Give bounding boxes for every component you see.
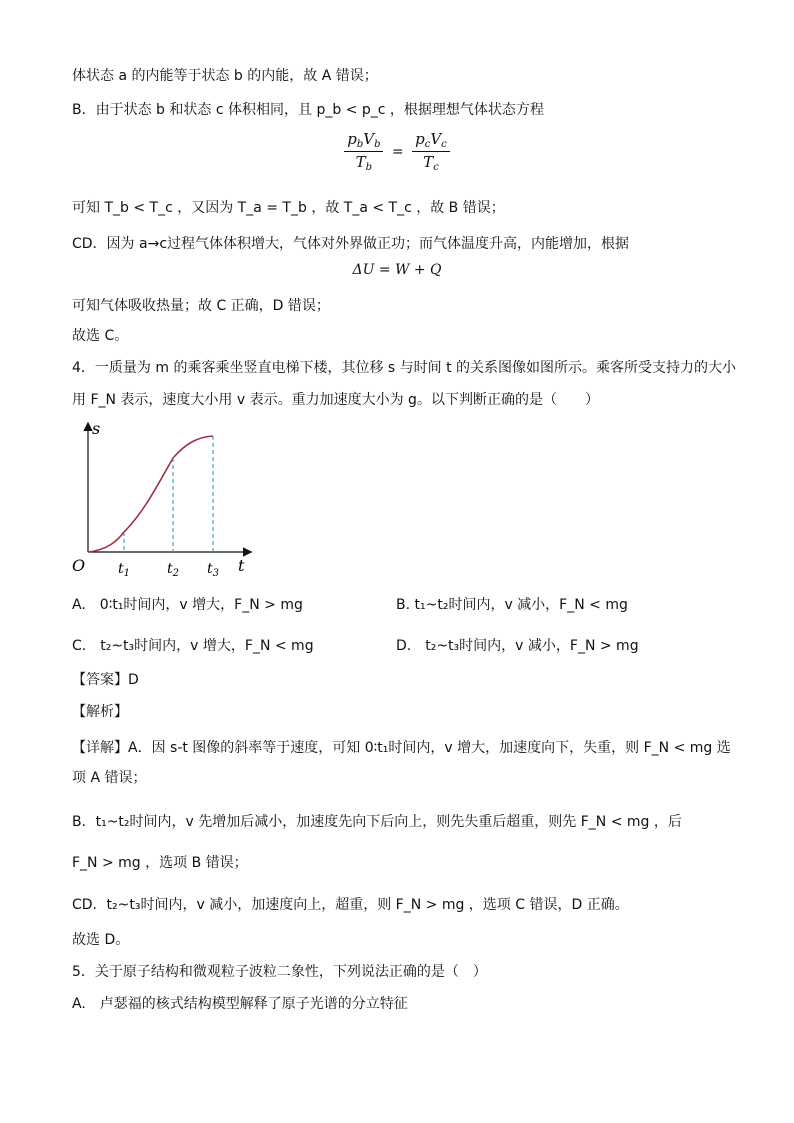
option-b: B. t₁~t₂时间内，v 减小，F_N < mg: [396, 597, 628, 613]
option-d: D. t₂~t₃时间内，v 减小，F_N > mg: [396, 638, 639, 654]
detail-line-3: B．t₁~t₂时间内，v 先增加后减小，加速度先向下后向上，则先失重后超重，则先 F_N < mg ，后: [72, 814, 682, 830]
prev-solution-line-4: CD．因为 a→c过程气体体积增大，气体对外界做正功；而气体温度升高，内能增加，根据: [72, 236, 630, 252]
prev-solution-line-3: 可知 T_b < T_c ，又因为 T_a = T_b ，故 T_a < T_c ，故 B 错误；: [72, 200, 505, 216]
question-4-stem-2: 用 F_N 表示，速度大小用 v 表示。重力加速度大小为 g。以下判断正确的是（ ）: [72, 392, 599, 408]
first-law-formula: ΔU = W + Q: [352, 262, 442, 278]
tick-t1: $t_1$: [118, 561, 131, 578]
s-t-graph: [68, 418, 258, 578]
question-5-option-a: A. 卢瑟福的核式结构模型解释了原子光谱的分立特征: [72, 996, 408, 1012]
prev-solution-line-1: 体状态 a 的内能等于状态 b 的内能，故 A 错误；: [72, 68, 378, 84]
question-5-stem: 5．关于原子结构和微观粒子波粒二象性，下列说法正确的是（ ）: [72, 964, 487, 980]
answer-label: 【答案】D: [72, 672, 139, 688]
s-t-curve: [88, 436, 213, 552]
detail-line-2: 项 A 错误；: [72, 770, 147, 786]
origin-label: O: [72, 556, 86, 575]
tick-t3: $t_3$: [207, 561, 220, 578]
tick-t2: $t_2$: [167, 561, 180, 578]
question-4-stem-1: 4．一质量为 m 的乘客乘坐竖直电梯下楼，其位移 s 与时间 t 的关系图像如图所示。乘客所受支持力的大小: [72, 360, 737, 376]
detail-line-6: 故选 D。: [72, 932, 130, 948]
detail-line-1: 【详解】A．因 s-t 图像的斜率等于速度，可知 0∶t₁时间内，v 增大，加速度向下，失重，则 F_N < mg 选: [72, 740, 731, 756]
ideal-gas-formula: $\frac{p_bV_b}{T_b}$ = $\frac{p_cV_c}{T_c}$: [0, 130, 794, 173]
prev-solution-line-2: B．由于状态 b 和状态 c 体积相同，且 p_b < p_c ，根据理想气体状态方程: [72, 102, 544, 118]
detail-line-4: F_N > mg ，选项 B 错误；: [72, 855, 248, 871]
option-c: C. t₂~t₃时间内，v 增大，F_N < mg: [72, 638, 314, 654]
analysis-label: 【解析】: [72, 704, 128, 720]
detail-line-5: CD．t₂~t₃时间内，v 减小，加速度向上，超重，则 F_N > mg ，选项 C 错误，D 正确。: [72, 897, 629, 913]
axis-label-t: t: [238, 556, 245, 575]
prev-solution-line-5: 可知气体吸收热量；故 C 正确，D 错误；: [72, 298, 330, 314]
option-a: A. 0∶t₁时间内，v 增大，F_N > mg: [72, 597, 303, 613]
prev-solution-line-6: 故选 C。: [72, 328, 129, 344]
axis-label-s: s: [92, 419, 101, 438]
